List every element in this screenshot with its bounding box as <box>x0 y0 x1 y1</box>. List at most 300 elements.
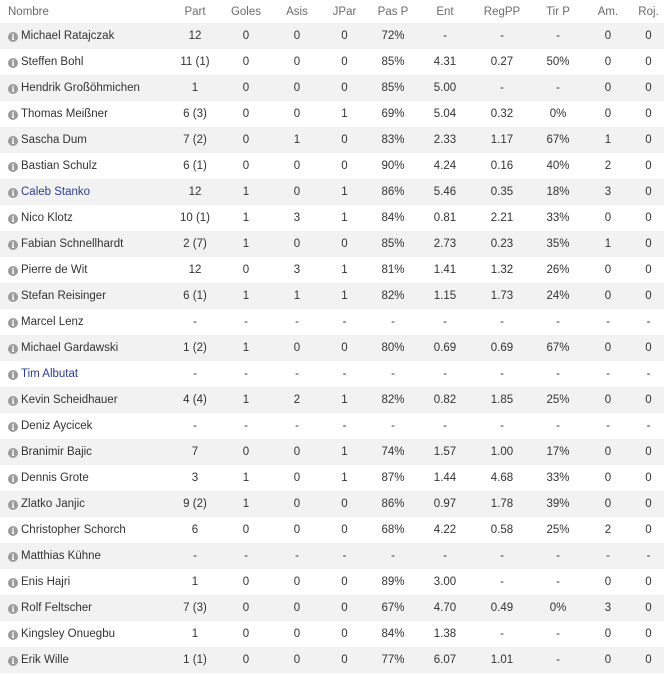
stat-am-cell: 0 <box>604 394 612 406</box>
table-row[interactable] <box>0 49 664 75</box>
stat-roj-cell: 0 <box>645 264 652 276</box>
stat-jpar-cell: 1 <box>341 472 348 484</box>
table-row[interactable] <box>0 439 664 465</box>
stat-tirp-cell: 24% <box>546 290 570 302</box>
player-name-cell <box>0 517 170 543</box>
stat-ent-cell: 1.38 <box>433 628 457 640</box>
stat-am-cell: 0 <box>604 576 612 588</box>
stat-tirp-cell: 17% <box>546 446 570 458</box>
stat-ent-cell: 6.07 <box>433 654 457 666</box>
stat-asis-cell: 1 <box>293 290 301 302</box>
table-row[interactable] <box>0 309 664 335</box>
stat-regpp-cell: - <box>500 420 504 432</box>
stat-ent-cell: 4.24 <box>433 160 457 172</box>
stat-part-cell: - <box>193 550 197 562</box>
table-row[interactable] <box>0 127 664 153</box>
table-row[interactable] <box>0 361 664 387</box>
column-header-am[interactable]: Am. <box>597 5 619 18</box>
stat-tirp-cell: - <box>556 420 560 432</box>
player-name-link[interactable]: Christopher Schorch <box>21 524 126 536</box>
player-name-link[interactable]: Kevin Scheidhauer <box>21 394 118 406</box>
stat-goles-cell: 0 <box>242 602 250 614</box>
stat-roj-cell: 0 <box>645 498 652 510</box>
stat-tirp-cell: 50% <box>546 56 570 68</box>
player-name-link[interactable]: Branimir Bajic <box>21 446 92 458</box>
stat-ent-cell: 4.70 <box>433 602 457 614</box>
stat-roj-cell: 0 <box>645 446 652 458</box>
stat-tirp-cell: - <box>556 654 560 666</box>
table-row[interactable] <box>0 179 664 205</box>
info-icon[interactable]: i <box>8 656 18 666</box>
stat-roj-cell: 0 <box>645 56 652 68</box>
column-header-goles[interactable]: Goles <box>230 5 262 18</box>
stat-pasp-cell: 80% <box>381 342 405 354</box>
info-icon[interactable]: i <box>8 630 18 640</box>
stat-jpar-cell: 0 <box>341 238 348 250</box>
player-name-link[interactable]: Enis Hajri <box>21 576 71 588</box>
stat-jpar-cell: - <box>342 368 347 380</box>
stat-roj-cell: 0 <box>645 394 652 406</box>
player-name-cell <box>0 127 170 153</box>
stat-jpar-cell: 0 <box>341 342 348 354</box>
column-header-roj[interactable]: Roj. <box>638 5 659 18</box>
stat-am-cell: 0 <box>604 446 612 458</box>
stat-jpar-cell: 1 <box>341 108 348 120</box>
column-header-tirp[interactable]: Tir P <box>546 5 570 18</box>
player-name-cell <box>0 283 170 309</box>
player-name-cell <box>0 23 170 49</box>
stat-am-cell: - <box>606 316 610 328</box>
stat-part-cell: 10 (1) <box>179 212 211 224</box>
stat-part-cell: - <box>193 316 197 328</box>
stat-pasp-cell: 87% <box>381 472 405 484</box>
stat-part-cell: 4 (4) <box>183 394 207 406</box>
stat-asis-cell: 0 <box>293 186 301 198</box>
player-name-link[interactable]: Steffen Bohl <box>21 56 84 68</box>
stat-part-cell: 12 <box>188 30 202 42</box>
player-name-cell <box>0 491 170 517</box>
stat-ent-cell: 4.31 <box>433 56 457 68</box>
player-name-link[interactable]: Caleb Stanko <box>21 186 91 198</box>
stat-asis-cell: - <box>295 420 299 432</box>
stat-tirp-cell: - <box>556 316 560 328</box>
stat-pasp-cell: 82% <box>381 290 405 302</box>
stat-goles-cell: - <box>244 316 248 328</box>
stat-am-cell: - <box>606 420 610 432</box>
stat-jpar-cell: 0 <box>341 576 348 588</box>
stat-pasp-cell: 67% <box>381 602 405 614</box>
info-icon[interactable]: i <box>8 578 18 588</box>
stat-pasp-cell: - <box>391 420 395 432</box>
player-name-cell <box>0 439 170 465</box>
stat-asis-cell: 0 <box>293 82 301 94</box>
info-icon[interactable]: i <box>8 526 18 536</box>
stat-ent-cell: 0.69 <box>433 342 457 354</box>
info-icon[interactable]: i <box>8 110 18 120</box>
stat-pasp-cell: 72% <box>381 30 405 42</box>
stat-asis-cell: - <box>295 550 299 562</box>
stat-am-cell: 3 <box>604 602 612 614</box>
stat-part-cell: 2 (7) <box>183 238 207 250</box>
stat-roj-cell: 0 <box>645 186 652 198</box>
player-name-link[interactable]: Dennis Grote <box>21 472 89 484</box>
player-name-link[interactable]: Pierre de Wit <box>21 264 88 276</box>
stat-jpar-cell: 0 <box>341 56 348 68</box>
stat-part-cell: 7 (3) <box>183 602 207 614</box>
player-name-cell <box>0 621 170 647</box>
stat-goles-cell: 1 <box>242 394 250 406</box>
stat-goles-cell: 1 <box>242 290 250 302</box>
info-icon[interactable]: i <box>8 370 18 380</box>
stat-roj-cell: 0 <box>645 342 652 354</box>
stat-pasp-cell: 69% <box>381 108 405 120</box>
player-name-cell <box>0 543 170 569</box>
stat-asis-cell: 0 <box>293 160 301 172</box>
table-row[interactable] <box>0 621 664 647</box>
stat-tirp-cell: 67% <box>546 342 570 354</box>
table-row[interactable] <box>0 153 664 179</box>
stat-asis-cell: - <box>295 368 299 380</box>
player-name-cell <box>0 153 170 179</box>
column-header-part[interactable]: Part <box>184 5 206 18</box>
stat-tirp-cell: - <box>556 628 560 640</box>
player-name-link[interactable]: Matthias Kühne <box>21 550 101 562</box>
stat-ent-cell: 1.44 <box>433 472 457 484</box>
stat-regpp-cell: 0.49 <box>490 602 514 614</box>
player-name-link[interactable]: Michael Ratajczak <box>21 30 115 42</box>
stat-jpar-cell: 1 <box>341 264 348 276</box>
info-icon[interactable]: i <box>8 58 18 68</box>
stat-goles-cell: 1 <box>242 472 250 484</box>
player-name-link[interactable]: Michael Gardawski <box>21 342 119 354</box>
info-icon[interactable]: i <box>8 344 18 354</box>
stat-am-cell: 3 <box>604 186 612 198</box>
stat-regpp-cell: 0.69 <box>490 342 514 354</box>
stat-asis-cell: 2 <box>293 394 301 406</box>
stat-pasp-cell: 84% <box>381 628 405 640</box>
info-icon[interactable]: i <box>8 84 18 94</box>
table-row[interactable] <box>0 75 664 101</box>
stat-am-cell: 0 <box>604 290 612 302</box>
player-name-link[interactable]: Nico Klotz <box>21 212 73 224</box>
stat-am-cell: 0 <box>604 654 612 666</box>
stat-goles-cell: 0 <box>242 628 250 640</box>
stat-goles-cell: 0 <box>242 56 250 68</box>
stat-ent-cell: - <box>443 420 447 432</box>
stat-am-cell: 0 <box>604 628 612 640</box>
stat-ent-cell: 0.81 <box>433 212 457 224</box>
stat-goles-cell: 1 <box>242 238 250 250</box>
stat-part-cell: 7 <box>191 446 199 458</box>
stat-jpar-cell: - <box>342 420 347 432</box>
stat-pasp-cell: 82% <box>381 394 405 406</box>
column-header-asis[interactable]: Asis <box>286 5 308 18</box>
stat-goles-cell: 0 <box>242 524 250 536</box>
stat-ent-cell: 1.57 <box>433 446 457 458</box>
column-header-nombre[interactable]: Nombre <box>8 5 49 18</box>
table-row[interactable] <box>0 101 664 127</box>
info-icon[interactable]: i <box>8 240 18 250</box>
stat-pasp-cell: - <box>391 316 395 328</box>
stat-regpp-cell: - <box>500 316 504 328</box>
stat-regpp-cell: 0.27 <box>490 56 514 68</box>
info-icon[interactable]: i <box>8 292 18 302</box>
stat-roj-cell: 0 <box>645 134 652 146</box>
stat-tirp-cell: 25% <box>546 394 570 406</box>
info-icon[interactable]: i <box>8 500 18 510</box>
table-row[interactable] <box>0 257 664 283</box>
stat-am-cell: - <box>606 368 610 380</box>
stat-regpp-cell: 0.16 <box>490 160 514 172</box>
table-row[interactable] <box>0 543 664 569</box>
player-name-link[interactable]: Hendrik Großöhmichen <box>21 82 140 94</box>
stat-part-cell: 6 <box>191 524 199 536</box>
player-name-cell <box>0 257 170 283</box>
player-name-cell <box>0 569 170 595</box>
stat-pasp-cell: 85% <box>381 82 405 94</box>
info-icon[interactable]: i <box>8 552 18 562</box>
stat-part-cell: 1 (1) <box>183 654 207 666</box>
table-row[interactable] <box>0 205 664 231</box>
stat-pasp-cell: 89% <box>381 576 405 588</box>
player-name-cell <box>0 413 170 439</box>
player-name-link[interactable]: Rolf Feltscher <box>21 602 92 614</box>
stat-part-cell: 6 (1) <box>183 160 207 172</box>
stat-tirp-cell: - <box>556 368 560 380</box>
stat-roj-cell: 0 <box>645 290 652 302</box>
stat-jpar-cell: 0 <box>341 628 348 640</box>
stat-pasp-cell: 86% <box>381 498 405 510</box>
stat-part-cell: 1 <box>191 576 199 588</box>
column-header-pasp[interactable]: Pas P <box>377 5 409 18</box>
player-name-cell <box>0 335 170 361</box>
stat-regpp-cell: 1.00 <box>490 446 514 458</box>
stat-asis-cell: 0 <box>293 30 301 42</box>
column-header-jpar[interactable]: JPar <box>332 5 357 18</box>
table-row[interactable] <box>0 23 664 49</box>
stat-tirp-cell: 35% <box>546 238 570 250</box>
table-row[interactable] <box>0 491 664 517</box>
stat-regpp-cell: - <box>500 576 504 588</box>
stat-tirp-cell: 33% <box>546 472 570 484</box>
stat-regpp-cell: - <box>500 628 504 640</box>
stat-am-cell: 0 <box>604 108 612 120</box>
stat-jpar-cell: 0 <box>341 524 348 536</box>
stat-goles-cell: 0 <box>242 108 250 120</box>
stat-roj-cell: - <box>646 368 651 380</box>
stat-regpp-cell: 1.73 <box>490 290 514 302</box>
stat-ent-cell: 2.33 <box>433 134 457 146</box>
stat-pasp-cell: 74% <box>381 446 405 458</box>
stat-regpp-cell: 1.78 <box>490 498 514 510</box>
stat-pasp-cell: 77% <box>381 654 405 666</box>
info-icon[interactable]: i <box>8 266 18 276</box>
stat-asis-cell: 0 <box>293 342 301 354</box>
player-name-link[interactable]: Sascha Dum <box>21 134 87 146</box>
stat-asis-cell: - <box>295 316 299 328</box>
info-icon[interactable]: i <box>8 32 18 42</box>
stat-part-cell: 3 <box>191 472 199 484</box>
stat-asis-cell: 3 <box>293 264 301 276</box>
info-icon[interactable]: i <box>8 448 18 458</box>
stat-am-cell: 0 <box>604 82 612 94</box>
stat-regpp-cell: 1.17 <box>490 134 514 146</box>
table-row[interactable] <box>0 569 664 595</box>
stat-roj-cell: 0 <box>645 524 652 536</box>
stat-regpp-cell: - <box>500 550 504 562</box>
info-icon[interactable]: i <box>8 474 18 484</box>
info-icon[interactable]: i <box>8 162 18 172</box>
table-row[interactable] <box>0 413 664 439</box>
player-name-link[interactable]: Marcel Lenz <box>21 316 84 328</box>
stat-asis-cell: 0 <box>293 56 301 68</box>
stat-jpar-cell: 1 <box>341 446 348 458</box>
stat-pasp-cell: 86% <box>381 186 405 198</box>
stat-tirp-cell: 39% <box>546 498 570 510</box>
stat-goles-cell: 0 <box>242 446 250 458</box>
stat-ent-cell: 5.00 <box>433 82 457 94</box>
player-name-cell <box>0 647 170 673</box>
stat-roj-cell: 0 <box>645 238 652 250</box>
stat-am-cell: 0 <box>604 342 612 354</box>
info-icon[interactable]: i <box>8 422 18 432</box>
stat-goles-cell: 0 <box>242 160 250 172</box>
stat-regpp-cell: 1.32 <box>490 264 514 276</box>
player-name-link[interactable]: Tim Albutat <box>21 368 79 380</box>
table-row[interactable] <box>0 595 664 621</box>
player-name-cell <box>0 309 170 335</box>
player-name-link[interactable]: Fabian Schnellhardt <box>21 238 124 250</box>
stat-pasp-cell: 83% <box>381 134 405 146</box>
column-header-ent[interactable]: Ent <box>436 5 454 18</box>
info-icon[interactable]: i <box>8 188 18 198</box>
stat-goles-cell: 1 <box>242 212 250 224</box>
stat-regpp-cell: 2.21 <box>490 212 514 224</box>
stat-ent-cell: - <box>443 550 447 562</box>
stat-tirp-cell: 0% <box>549 108 567 120</box>
stat-ent-cell: 1.41 <box>433 264 457 276</box>
table-row[interactable] <box>0 387 664 413</box>
table-row[interactable] <box>0 231 664 257</box>
stat-ent-cell: 3.00 <box>433 576 457 588</box>
header-row <box>0 0 664 23</box>
info-icon[interactable]: i <box>8 136 18 146</box>
stat-regpp-cell: 0.23 <box>490 238 514 250</box>
stat-ent-cell: - <box>443 316 447 328</box>
stat-tirp-cell: - <box>556 82 560 94</box>
stat-jpar-cell: 0 <box>341 498 348 510</box>
stat-ent-cell: 0.82 <box>433 394 457 406</box>
stat-roj-cell: 0 <box>645 576 652 588</box>
table-row[interactable] <box>0 517 664 543</box>
stat-pasp-cell: - <box>391 368 395 380</box>
player-name-cell <box>0 179 170 205</box>
stat-ent-cell: 5.46 <box>433 186 457 198</box>
stat-roj-cell: 0 <box>645 82 652 94</box>
stat-asis-cell: 0 <box>293 472 301 484</box>
stat-goles-cell: 1 <box>242 186 250 198</box>
stat-asis-cell: 0 <box>293 654 301 666</box>
stat-ent-cell: 1.15 <box>433 290 457 302</box>
stat-regpp-cell: - <box>500 82 504 94</box>
stat-jpar-cell: 1 <box>341 212 348 224</box>
player-name-cell <box>0 465 170 491</box>
player-name-link[interactable]: Erik Wille <box>21 654 69 666</box>
stat-roj-cell: 0 <box>645 654 652 666</box>
info-icon[interactable]: i <box>8 604 18 614</box>
stat-part-cell: 12 <box>188 186 202 198</box>
player-name-cell <box>0 231 170 257</box>
stat-tirp-cell: - <box>556 550 560 562</box>
stat-goles-cell: 1 <box>242 498 250 510</box>
player-name-link[interactable]: Thomas Meißner <box>21 108 108 120</box>
stat-goles-cell: 0 <box>242 30 250 42</box>
stat-roj-cell: 0 <box>645 108 652 120</box>
table-row[interactable] <box>0 465 664 491</box>
info-icon[interactable]: i <box>8 318 18 328</box>
stat-tirp-cell: 26% <box>546 264 570 276</box>
stat-am-cell: 2 <box>604 160 612 172</box>
stat-goles-cell: - <box>244 368 248 380</box>
table-row[interactable] <box>0 335 664 361</box>
stat-asis-cell: 0 <box>293 576 301 588</box>
stat-asis-cell: 0 <box>293 628 301 640</box>
stat-jpar-cell: - <box>342 550 347 562</box>
stat-part-cell: - <box>193 368 197 380</box>
player-name-link[interactable]: Zlatko Janjic <box>21 498 85 510</box>
stat-part-cell: - <box>193 420 197 432</box>
info-icon[interactable]: i <box>8 396 18 406</box>
stat-ent-cell: 0.97 <box>433 498 457 510</box>
stat-jpar-cell: 1 <box>341 186 348 198</box>
stat-regpp-cell: 0.32 <box>490 108 514 120</box>
stat-roj-cell: 0 <box>645 472 652 484</box>
stat-am-cell: - <box>606 550 610 562</box>
stat-regpp-cell: 0.35 <box>490 186 514 198</box>
player-name-link[interactable]: Kingsley Onuegbu <box>21 628 115 640</box>
stat-ent-cell: 5.04 <box>433 108 457 120</box>
stat-roj-cell: - <box>646 316 651 328</box>
stat-asis-cell: 0 <box>293 498 301 510</box>
stat-regpp-cell: 1.01 <box>490 654 514 666</box>
stat-roj-cell: - <box>646 550 651 562</box>
stat-jpar-cell: 0 <box>341 654 348 666</box>
stat-tirp-cell: 18% <box>546 186 570 198</box>
stat-roj-cell: 0 <box>645 602 652 614</box>
stat-tirp-cell: - <box>556 576 560 588</box>
stat-jpar-cell: 0 <box>341 30 348 42</box>
stat-pasp-cell: 85% <box>381 56 405 68</box>
stat-regpp-cell: - <box>500 368 504 380</box>
stat-goles-cell: 0 <box>242 82 250 94</box>
player-name-cell <box>0 101 170 127</box>
stat-am-cell: 0 <box>604 498 612 510</box>
table-row[interactable] <box>0 647 664 673</box>
stat-jpar-cell: 0 <box>341 82 348 94</box>
stat-part-cell: 1 <box>191 628 199 640</box>
stat-regpp-cell: - <box>500 30 504 42</box>
stat-pasp-cell: 84% <box>381 212 405 224</box>
player-name-link[interactable]: Stefan Reisinger <box>21 290 107 302</box>
table-row[interactable] <box>0 283 664 309</box>
player-name-link[interactable]: Bastian Schulz <box>21 160 98 172</box>
column-header-regpp[interactable]: RegPP <box>483 5 521 18</box>
player-name-link[interactable]: Deniz Aycicek <box>21 420 93 432</box>
stat-roj-cell: 0 <box>645 30 652 42</box>
info-icon[interactable]: i <box>8 214 18 224</box>
stat-jpar-cell: 0 <box>341 134 348 146</box>
stat-asis-cell: 0 <box>293 602 301 614</box>
